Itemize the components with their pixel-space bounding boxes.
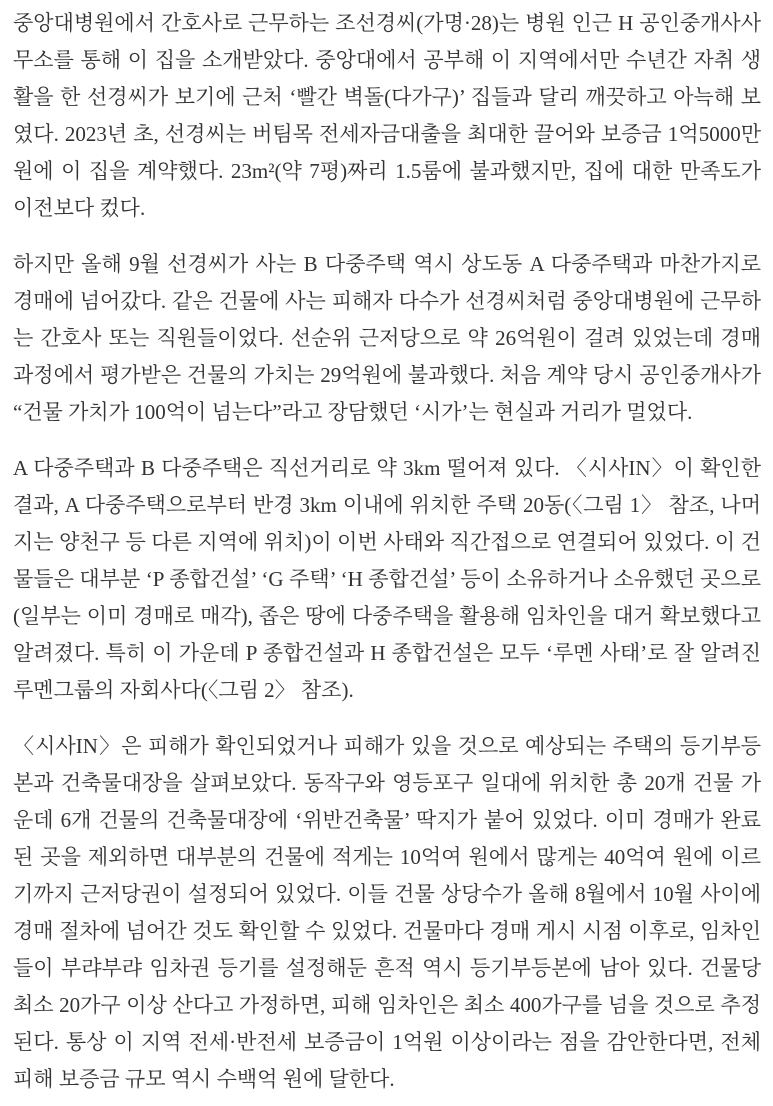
article-paragraph-4: 〈시사IN〉은 피해가 확인되었거나 피해가 있을 것으로 예상되는 주택의 등기부등본과 건축물대장을 살펴보았다. 동작구와 영등포구 일대에 위치한 총 20개 건물 가운데 6개 건물의 건축물대장에 ‘위반건축물’ 딱지가 붙어 있었다. 이미 경매가 완료된 곳을 제외하면 대부분의 건물에 적게는 10억여 원에서 많게는 40억여 원에 이르기까지 근저당권이 설정되어 있었다. 이들 건물 상당수가 올해 8월에서 10월 사이에 경매 절차에 넘어간 것도 확인할 수 있었다. 건물마다 경매 게시 시점 이후로, 임차인들이 부랴부랴 임차권 등기를 설정해둔 흔적 역시 등기부등본에 남아 있다. 건물당 최소 20가구 이상 산다고 가정하면, 피해 임차인은 최소 400가구를 넘을 것으로 추정된다. 통상 이 지역 전세·반전세 보증금이 1억원 이상이라는 점을 감안한다면, 전체 피해 보증금 규모 역시 수백억 원에 달한다. <box>13 734 761 1091</box>
article-paragraph-3: A 다중주택과 B 다중주택은 직선거리로 약 3km 떨어져 있다. 〈시사IN〉이 확인한 결과, A 다중주택으로부터 반경 3km 이내에 위치한 주택 20동(〈그림 1〉 참조, 나머지는 양천구 등 다른 지역에 위치)이 이번 사태와 직간접으로 연결되어 있었다. 이 건물들은 대부분 ‘P 종합건설’ ‘G 주택’ ‘H 종합건설’ 등이 소유하거나 소유했던 곳으로(일부는 이미 경매로 매각), 좁은 땅에 다중주택을 활용해 임차인을 대거 확보했다고 알려졌다. 특히 이 가운데 P 종합건설과 H 종합건설은 모두 ‘루멘 사태’로 잘 알려진 루멘그룹의 자회사다(〈그림 2〉 참조). <box>13 456 761 702</box>
article-body <box>13 5 761 1098</box>
article-paragraph-2: 하지만 올해 9월 선경씨가 사는 B 다중주택 역시 상도동 A 다중주택과 마찬가지로 경매에 넘어갔다. 같은 건물에 사는 피해자 다수가 선경씨처럼 중앙대병원에 근무하는 간호사 또는 직원들이었다. 선순위 근저당으로 약 26억원이 걸려 있었는데 경매 과정에서 평가받은 건물의 가치는 29억원에 불과했다. 처음 계약 당시 공인중개사가 “건물 가치가 100억이 넘는다”라고 장담했던 ‘시가’는 현실과 거리가 멀었다. <box>13 252 761 424</box>
article-paragraph-1: 중앙대병원에서 간호사로 근무하는 조선경씨(가명·28)는 병원 인근 H 공인중개사사무소를 통해 이 집을 소개받았다. 중앙대에서 공부해 이 지역에서만 수년간 자취 생활을 한 선경씨가 보기에 근처 ‘빨간 벽돌(다가구)’ 집들과 달리 깨끗하고 아늑해 보였다. 2023년 초, 선경씨는 버팀목 전세자금대출을 최대한 끌어와 보증금 1억5000만원에 이 집을 계약했다. 23m²(약 7평)짜리 1.5룸에 불과했지만, 집에 대한 만족도가 이전보다 컸다. <box>13 11 761 220</box>
